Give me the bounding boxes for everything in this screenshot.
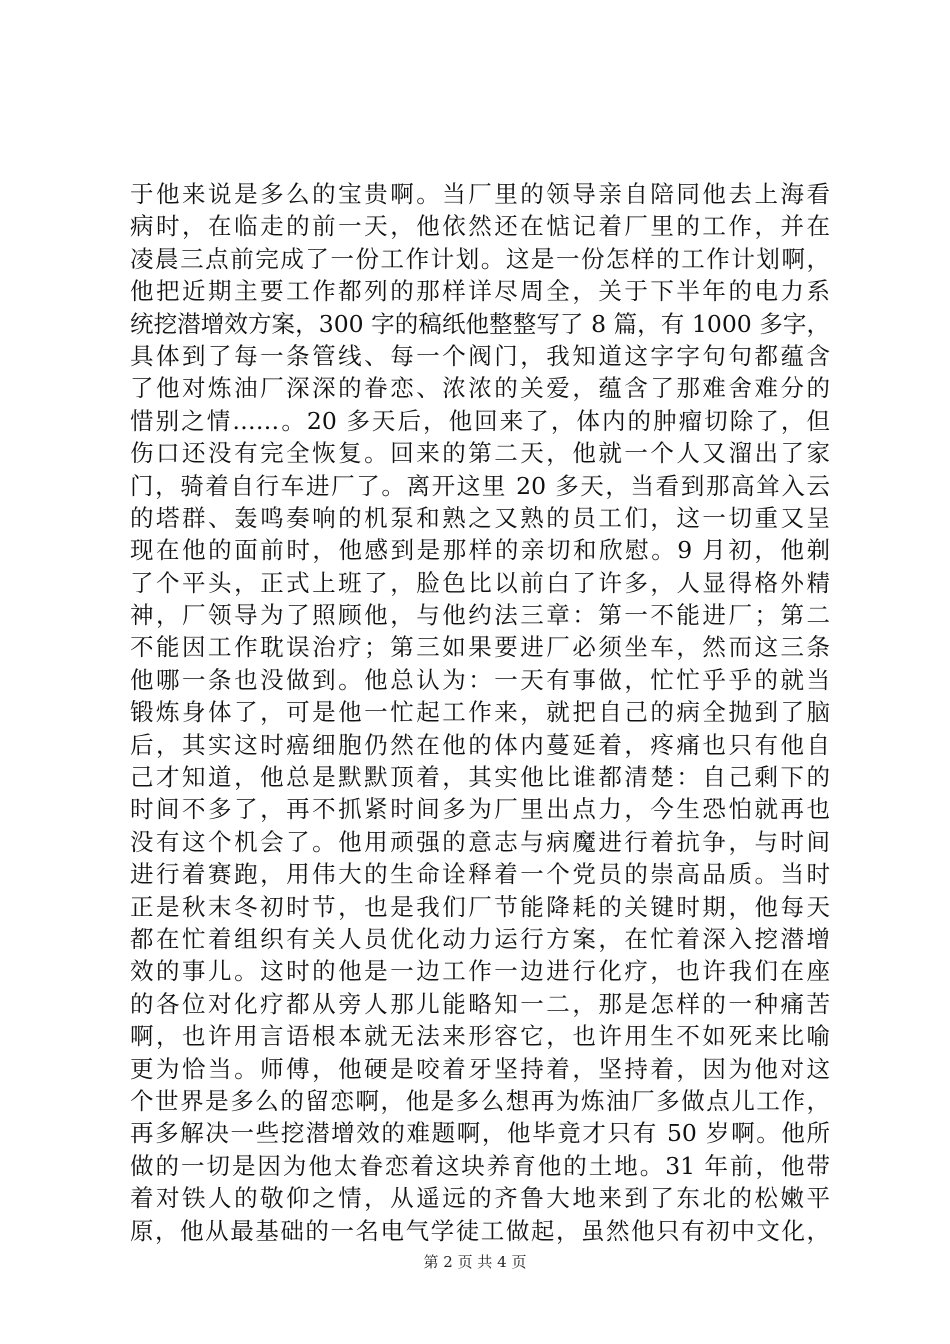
text-line: 啊，也许用言语根本就无法来形容它，也许用生不如死来比喻 xyxy=(130,1022,830,1051)
text-line: 病时，在临走的前一天，他依然还在惦记着厂里的工作，并在 xyxy=(130,212,830,241)
body-text xyxy=(130,178,830,1247)
text-line: 没有这个机会了。他用顽强的意志与病魔进行着抗争，与时间 xyxy=(130,827,830,856)
text-line: 惜别之情……。20 多天后，他回来了，体内的肿瘤切除了，但 xyxy=(130,406,830,435)
text-line: 己才知道，他总是默默顶着，其实他比谁都清楚：自己剩下的 xyxy=(130,763,830,792)
text-line: 个世界是多么的留恋啊，他是多么想再为炼油厂多做点儿工作， xyxy=(130,1086,830,1115)
text-line: 都在忙着组织有关人员优化动力运行方案，在忙着深入挖潜增 xyxy=(130,924,830,953)
text-line: 锻炼身体了，可是他一忙起工作来，就把自己的病全抛到了脑 xyxy=(130,698,830,727)
text-line: 具体到了每一条管线、每一个阀门，我知道这字字句句都蕴含 xyxy=(130,341,830,370)
page-footer: 第 2 页 共 4 页 xyxy=(423,1253,527,1271)
text-line: 后，其实这时癌细胞仍然在他的体内蔓延着，疼痛也只有他自 xyxy=(130,730,830,759)
text-line: 凌晨三点前完成了一份工作计划。这是一份怎样的工作计划啊， xyxy=(130,244,830,273)
text-line: 原，他从最基础的一名电气学徒工做起，虽然他只有初中文化， xyxy=(130,1216,830,1245)
text-line: 他把近期主要工作都列的那样详尽周全，关于下半年的电力系 xyxy=(130,277,830,306)
text-line: 更为恰当。师傅，他硬是咬着牙坚持着，坚持着，因为他对这 xyxy=(130,1054,830,1083)
text-line: 于他来说是多么的宝贵啊。当厂里的领导亲自陪同他去上海看 xyxy=(130,180,830,208)
text-line: 伤口还没有完全恢复。回来的第二天，他就一个人又溜出了家 xyxy=(130,439,830,468)
text-line: 了他对炼油厂深深的眷恋、浓浓的关爱，蕴含了那难舍难分的 xyxy=(130,374,830,403)
text-line: 进行着赛跑，用伟大的生命诠释着一个党员的崇高品质。当时 xyxy=(130,860,830,889)
text-line: 正是秋末冬初时节，也是我们厂节能降耗的关键时期，他每天 xyxy=(130,892,830,921)
text-line: 再多解决一些挖潜增效的难题啊，他毕竟才只有 50 岁啊。他所 xyxy=(130,1119,830,1148)
text-line: 的各位对化疗都从旁人那儿能略知一二，那是怎样的一种痛苦 xyxy=(130,989,830,1018)
text-line: 现在他的面前时，他感到是那样的亲切和欣慰。9 月初，他剃 xyxy=(130,536,830,565)
text-line: 的塔群、轰鸣奏响的机泵和熟之又熟的员工们，这一切重又呈 xyxy=(130,503,830,532)
text-line: 不能因工作耽误治疗；第三如果要进厂必须坐车，然而这三条 xyxy=(130,633,830,662)
text-line: 了个平头，正式上班了，脸色比以前白了许多，人显得格外精 xyxy=(130,568,830,597)
text-line: 做的一切是因为他太眷恋着这块养育他的土地。31 年前，他带 xyxy=(130,1151,830,1180)
text-line: 统挖潜增效方案，300 字的稿纸他整整写了 8 篇，有 1000 多字， xyxy=(130,309,830,338)
text-line: 门，骑着自行车进厂了。离开这里 20 多天，当看到那高耸入云 xyxy=(130,471,830,500)
text-line: 时间不多了，再不抓紧时间多为厂里出点力，今生恐怕就再也 xyxy=(130,795,830,824)
text-line: 效的事儿。这时的他是一边工作一边进行化疗，也许我们在座 xyxy=(130,957,830,986)
text-line: 神，厂领导为了照顾他，与他约法三章：第一不能进厂；第二 xyxy=(130,601,830,630)
text-line: 他哪一条也没做到。他总认为：一天有事做，忙忙乎乎的就当 xyxy=(130,665,830,694)
text-line: 着对铁人的敬仰之情，从遥远的齐鲁大地来到了东北的松嫩平 xyxy=(130,1184,830,1213)
